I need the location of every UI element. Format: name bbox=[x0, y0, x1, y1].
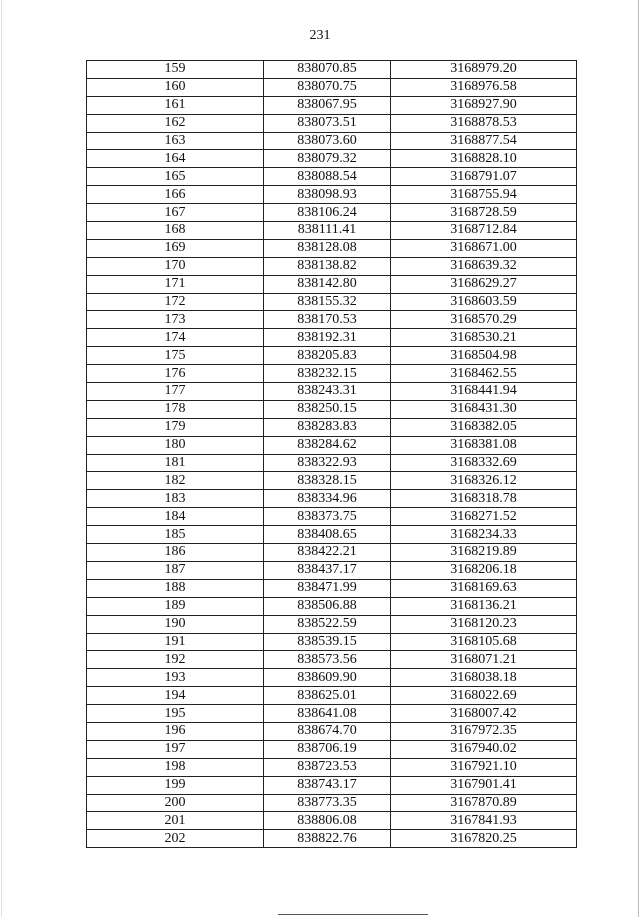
table-row bbox=[87, 168, 577, 186]
table-row bbox=[87, 758, 577, 776]
point-number-cell: 188 bbox=[87, 579, 264, 597]
point-number-cell: 165 bbox=[87, 168, 264, 186]
table-row bbox=[87, 204, 577, 222]
y-coordinate-cell: 3168382.05 bbox=[391, 418, 577, 436]
x-coordinate-cell: 838471.99 bbox=[264, 579, 391, 597]
table-row bbox=[87, 418, 577, 436]
x-coordinate-cell: 838073.51 bbox=[264, 114, 391, 132]
x-coordinate-cell: 838539.15 bbox=[264, 633, 391, 651]
table-row bbox=[87, 329, 577, 347]
x-coordinate-cell: 838334.96 bbox=[264, 490, 391, 508]
y-coordinate-cell: 3168271.52 bbox=[391, 508, 577, 526]
x-coordinate-cell: 838625.01 bbox=[264, 687, 391, 705]
table-row bbox=[87, 722, 577, 740]
table-row bbox=[87, 776, 577, 794]
x-coordinate-cell: 838506.88 bbox=[264, 597, 391, 615]
point-number-cell: 202 bbox=[87, 830, 264, 848]
x-coordinate-cell: 838142.80 bbox=[264, 275, 391, 293]
bottom-rule bbox=[278, 914, 428, 915]
point-number-cell: 175 bbox=[87, 347, 264, 365]
point-number-cell: 167 bbox=[87, 204, 264, 222]
x-coordinate-cell: 838073.60 bbox=[264, 132, 391, 150]
y-coordinate-cell: 3167901.41 bbox=[391, 776, 577, 794]
table-row bbox=[87, 579, 577, 597]
x-coordinate-cell: 838170.53 bbox=[264, 311, 391, 329]
x-coordinate-cell: 838155.32 bbox=[264, 293, 391, 311]
y-coordinate-cell: 3168639.32 bbox=[391, 257, 577, 275]
x-coordinate-cell: 838111.41 bbox=[264, 222, 391, 240]
x-coordinate-cell: 838098.93 bbox=[264, 186, 391, 204]
table-row bbox=[87, 132, 577, 150]
table-row bbox=[87, 186, 577, 204]
x-coordinate-cell: 838822.76 bbox=[264, 830, 391, 848]
table-row bbox=[87, 669, 577, 687]
y-coordinate-cell: 3168381.08 bbox=[391, 436, 577, 454]
y-coordinate-cell: 3168570.29 bbox=[391, 311, 577, 329]
x-coordinate-cell: 838743.17 bbox=[264, 776, 391, 794]
x-coordinate-cell: 838437.17 bbox=[264, 561, 391, 579]
table-row bbox=[87, 239, 577, 257]
y-coordinate-cell: 3168219.89 bbox=[391, 544, 577, 562]
table-row bbox=[87, 508, 577, 526]
x-coordinate-cell: 838641.08 bbox=[264, 705, 391, 723]
point-number-cell: 181 bbox=[87, 454, 264, 472]
point-number-cell: 177 bbox=[87, 383, 264, 401]
y-coordinate-cell: 3168878.53 bbox=[391, 114, 577, 132]
x-coordinate-cell: 838088.54 bbox=[264, 168, 391, 186]
table-row bbox=[87, 436, 577, 454]
table-row bbox=[87, 454, 577, 472]
y-coordinate-cell: 3168234.33 bbox=[391, 526, 577, 544]
y-coordinate-cell: 3168318.78 bbox=[391, 490, 577, 508]
coordinates-table-body bbox=[87, 61, 577, 848]
point-number-cell: 201 bbox=[87, 812, 264, 830]
table-row bbox=[87, 490, 577, 508]
y-coordinate-cell: 3168462.55 bbox=[391, 365, 577, 383]
y-coordinate-cell: 3168671.00 bbox=[391, 239, 577, 257]
y-coordinate-cell: 3168927.90 bbox=[391, 96, 577, 114]
coordinates-table bbox=[86, 60, 577, 848]
point-number-cell: 200 bbox=[87, 794, 264, 812]
point-number-cell: 166 bbox=[87, 186, 264, 204]
x-coordinate-cell: 838522.59 bbox=[264, 615, 391, 633]
point-number-cell: 196 bbox=[87, 722, 264, 740]
table-row bbox=[87, 293, 577, 311]
point-number-cell: 171 bbox=[87, 275, 264, 293]
table-row bbox=[87, 114, 577, 132]
y-coordinate-cell: 3168629.27 bbox=[391, 275, 577, 293]
x-coordinate-cell: 838322.93 bbox=[264, 454, 391, 472]
y-coordinate-cell: 3168326.12 bbox=[391, 472, 577, 490]
point-number-cell: 163 bbox=[87, 132, 264, 150]
table-row bbox=[87, 347, 577, 365]
scan-right-edge bbox=[638, 0, 639, 917]
y-coordinate-cell: 3168530.21 bbox=[391, 329, 577, 347]
table-row bbox=[87, 705, 577, 723]
point-number-cell: 182 bbox=[87, 472, 264, 490]
point-number-cell: 187 bbox=[87, 561, 264, 579]
table-row bbox=[87, 615, 577, 633]
x-coordinate-cell: 838106.24 bbox=[264, 204, 391, 222]
page-number: 231 bbox=[309, 28, 331, 43]
table-row bbox=[87, 311, 577, 329]
table-row bbox=[87, 794, 577, 812]
y-coordinate-cell: 3167820.25 bbox=[391, 830, 577, 848]
point-number-cell: 199 bbox=[87, 776, 264, 794]
point-number-cell: 192 bbox=[87, 651, 264, 669]
table-row bbox=[87, 651, 577, 669]
x-coordinate-cell: 838243.31 bbox=[264, 383, 391, 401]
table-row bbox=[87, 150, 577, 168]
table-row bbox=[87, 830, 577, 848]
y-coordinate-cell: 3168791.07 bbox=[391, 168, 577, 186]
table-row bbox=[87, 222, 577, 240]
x-coordinate-cell: 838373.75 bbox=[264, 508, 391, 526]
y-coordinate-cell: 3168105.68 bbox=[391, 633, 577, 651]
y-coordinate-cell: 3168007.42 bbox=[391, 705, 577, 723]
point-number-cell: 169 bbox=[87, 239, 264, 257]
x-coordinate-cell: 838205.83 bbox=[264, 347, 391, 365]
x-coordinate-cell: 838773.35 bbox=[264, 794, 391, 812]
point-number-cell: 186 bbox=[87, 544, 264, 562]
point-number-cell: 180 bbox=[87, 436, 264, 454]
table-row bbox=[87, 597, 577, 615]
y-coordinate-cell: 3168728.59 bbox=[391, 204, 577, 222]
x-coordinate-cell: 838706.19 bbox=[264, 740, 391, 758]
point-number-cell: 162 bbox=[87, 114, 264, 132]
y-coordinate-cell: 3168504.98 bbox=[391, 347, 577, 365]
point-number-cell: 161 bbox=[87, 96, 264, 114]
x-coordinate-cell: 838609.90 bbox=[264, 669, 391, 687]
y-coordinate-cell: 3168441.94 bbox=[391, 383, 577, 401]
point-number-cell: 190 bbox=[87, 615, 264, 633]
x-coordinate-cell: 838192.31 bbox=[264, 329, 391, 347]
point-number-cell: 195 bbox=[87, 705, 264, 723]
x-coordinate-cell: 838674.70 bbox=[264, 722, 391, 740]
table-row bbox=[87, 472, 577, 490]
point-number-cell: 184 bbox=[87, 508, 264, 526]
y-coordinate-cell: 3168332.69 bbox=[391, 454, 577, 472]
point-number-cell: 170 bbox=[87, 257, 264, 275]
point-number-cell: 183 bbox=[87, 490, 264, 508]
x-coordinate-cell: 838250.15 bbox=[264, 400, 391, 418]
y-coordinate-cell: 3168828.10 bbox=[391, 150, 577, 168]
point-number-cell: 172 bbox=[87, 293, 264, 311]
y-coordinate-cell: 3167940.02 bbox=[391, 740, 577, 758]
x-coordinate-cell: 838283.83 bbox=[264, 418, 391, 436]
table-row bbox=[87, 561, 577, 579]
y-coordinate-cell: 3167972.35 bbox=[391, 722, 577, 740]
point-number-cell: 179 bbox=[87, 418, 264, 436]
x-coordinate-cell: 838284.62 bbox=[264, 436, 391, 454]
x-coordinate-cell: 838232.15 bbox=[264, 365, 391, 383]
y-coordinate-cell: 3168038.18 bbox=[391, 669, 577, 687]
x-coordinate-cell: 838070.75 bbox=[264, 78, 391, 96]
table-row bbox=[87, 633, 577, 651]
x-coordinate-cell: 838070.85 bbox=[264, 61, 391, 79]
x-coordinate-cell: 838422.21 bbox=[264, 544, 391, 562]
point-number-cell: 160 bbox=[87, 78, 264, 96]
table-row bbox=[87, 383, 577, 401]
point-number-cell: 178 bbox=[87, 400, 264, 418]
table-row bbox=[87, 812, 577, 830]
y-coordinate-cell: 3168169.63 bbox=[391, 579, 577, 597]
table-row bbox=[87, 526, 577, 544]
point-number-cell: 173 bbox=[87, 311, 264, 329]
point-number-cell: 168 bbox=[87, 222, 264, 240]
y-coordinate-cell: 3168431.30 bbox=[391, 400, 577, 418]
table-row bbox=[87, 96, 577, 114]
scan-left-edge bbox=[1, 0, 2, 917]
point-number-cell: 189 bbox=[87, 597, 264, 615]
point-number-cell: 164 bbox=[87, 150, 264, 168]
x-coordinate-cell: 838408.65 bbox=[264, 526, 391, 544]
y-coordinate-cell: 3167921.10 bbox=[391, 758, 577, 776]
point-number-cell: 193 bbox=[87, 669, 264, 687]
table-row bbox=[87, 687, 577, 705]
y-coordinate-cell: 3168877.54 bbox=[391, 132, 577, 150]
point-number-cell: 159 bbox=[87, 61, 264, 79]
table-row bbox=[87, 78, 577, 96]
y-coordinate-cell: 3168206.18 bbox=[391, 561, 577, 579]
x-coordinate-cell: 838723.53 bbox=[264, 758, 391, 776]
table-row bbox=[87, 544, 577, 562]
y-coordinate-cell: 3168022.69 bbox=[391, 687, 577, 705]
x-coordinate-cell: 838138.82 bbox=[264, 257, 391, 275]
table-row bbox=[87, 365, 577, 383]
x-coordinate-cell: 838806.08 bbox=[264, 812, 391, 830]
table-row bbox=[87, 257, 577, 275]
table-row bbox=[87, 740, 577, 758]
y-coordinate-cell: 3168979.20 bbox=[391, 61, 577, 79]
y-coordinate-cell: 3168136.21 bbox=[391, 597, 577, 615]
x-coordinate-cell: 838079.32 bbox=[264, 150, 391, 168]
y-coordinate-cell: 3168755.94 bbox=[391, 186, 577, 204]
y-coordinate-cell: 3168603.59 bbox=[391, 293, 577, 311]
point-number-cell: 176 bbox=[87, 365, 264, 383]
x-coordinate-cell: 838328.15 bbox=[264, 472, 391, 490]
point-number-cell: 191 bbox=[87, 633, 264, 651]
point-number-cell: 198 bbox=[87, 758, 264, 776]
y-coordinate-cell: 3168712.84 bbox=[391, 222, 577, 240]
x-coordinate-cell: 838128.08 bbox=[264, 239, 391, 257]
point-number-cell: 197 bbox=[87, 740, 264, 758]
x-coordinate-cell: 838067.95 bbox=[264, 96, 391, 114]
table-row bbox=[87, 61, 577, 79]
table-row bbox=[87, 275, 577, 293]
y-coordinate-cell: 3168120.23 bbox=[391, 615, 577, 633]
point-number-cell: 194 bbox=[87, 687, 264, 705]
x-coordinate-cell: 838573.56 bbox=[264, 651, 391, 669]
table-row bbox=[87, 400, 577, 418]
y-coordinate-cell: 3168071.21 bbox=[391, 651, 577, 669]
y-coordinate-cell: 3167870.89 bbox=[391, 794, 577, 812]
y-coordinate-cell: 3167841.93 bbox=[391, 812, 577, 830]
point-number-cell: 174 bbox=[87, 329, 264, 347]
point-number-cell: 185 bbox=[87, 526, 264, 544]
y-coordinate-cell: 3168976.58 bbox=[391, 78, 577, 96]
